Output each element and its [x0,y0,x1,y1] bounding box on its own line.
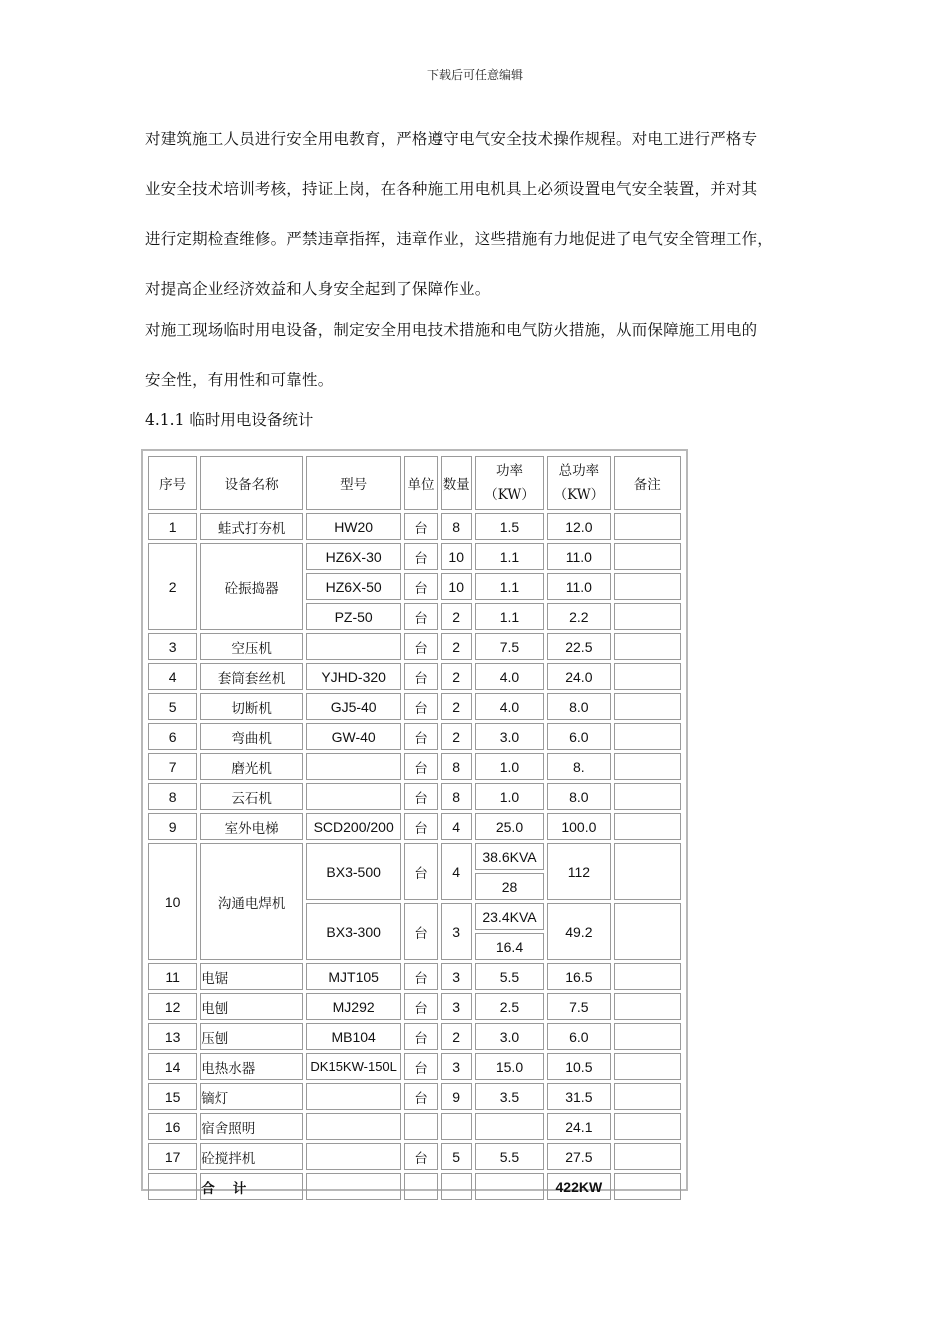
header-power-unit: （KW） [484,487,535,503]
cell-model: SCD200/200 [306,813,402,840]
header-total-power [547,456,610,510]
cell-power: 4.0 [475,663,544,690]
cell-unit: 台 [404,783,437,810]
cell-unit: 台 [404,903,437,960]
cell-total: 11.0 [547,543,610,570]
cell-qty: 4 [441,843,472,900]
cell-power: 4.0 [475,693,544,720]
table-header-row [148,456,681,510]
table-row [148,993,681,1020]
cell-name: 切断机 [200,693,303,720]
cell-total: 49.2 [547,903,610,960]
cell-name: 蛙式打夯机 [200,513,303,540]
cell-power: 1.1 [475,573,544,600]
cell-power [475,1113,544,1140]
table-row [148,843,681,870]
cell-model [306,1173,402,1200]
cell-model: HW20 [306,513,402,540]
cell-power: 1.5 [475,513,544,540]
table-row [148,633,681,660]
table-row [148,963,681,990]
cell-remark [614,1023,681,1050]
cell-name: 空压机 [200,633,303,660]
cell-unit: 台 [404,633,437,660]
cell-qty: 2 [441,693,472,720]
cell-power: 25.0 [475,813,544,840]
cell-name: 弯曲机 [200,723,303,750]
cell-remark [614,993,681,1020]
cell-power: 23.4KVA [475,903,544,930]
cell-qty: 2 [441,663,472,690]
cell-remark [614,963,681,990]
header-total-unit: （KW） [553,487,605,503]
cell-seq: 9 [148,813,197,840]
cell-remark [614,1083,681,1110]
total-label: 合计 [200,1173,303,1200]
cell-total: 24.1 [547,1113,610,1140]
cell-model: MJT105 [306,963,402,990]
cell-power: 5.5 [475,963,544,990]
cell-seq: 14 [148,1053,197,1080]
cell-name: 电热水器 [200,1053,303,1080]
header-seq: 序号 [148,456,197,510]
cell-model: GW-40 [306,723,402,750]
cell-seq: 3 [148,633,197,660]
cell-unit: 台 [404,573,437,600]
cell-qty: 2 [441,633,472,660]
cell-unit [404,1173,437,1200]
cell-name: 套筒套丝机 [200,663,303,690]
cell-qty: 2 [441,603,472,630]
cell-total: 8.0 [547,693,610,720]
cell-total: 112 [547,843,610,900]
cell-unit: 台 [404,1143,437,1170]
equipment-table-frame [141,449,688,1196]
cell-qty: 3 [441,993,472,1020]
cell-total: 31.5 [547,1083,610,1110]
cell-model [306,1083,402,1110]
cell-model: BX3-300 [306,903,402,960]
cell-seq: 10 [148,843,197,960]
cell-unit: 台 [404,963,437,990]
cell-seq [148,1173,197,1200]
cell-model [306,783,402,810]
cell-power [475,1173,544,1200]
cell-seq: 12 [148,993,197,1020]
cell-seq: 13 [148,1023,197,1050]
cell-total: 8. [547,753,610,780]
header-qty: 数量 [441,456,472,510]
table-row [148,693,681,720]
cell-model [306,1143,402,1170]
equipment-table [145,453,684,1203]
cell-seq: 4 [148,663,197,690]
table-row [148,1113,681,1140]
cell-unit: 台 [404,603,437,630]
paragraph-line: 对建筑施工人员进行安全用电教育，严格遵守电气安全技术操作规程。对电工进行严格专 [145,130,758,148]
cell-power: 3.0 [475,723,544,750]
cell-remark [614,843,681,900]
cell-power: 38.6KVA [475,843,544,870]
cell-total: 6.0 [547,723,610,750]
cell-model: HZ6X-50 [306,573,402,600]
cell-total: 16.5 [547,963,610,990]
cell-total: 11.0 [547,573,610,600]
cell-remark [614,903,681,960]
header-power [475,456,544,510]
table-row [148,813,681,840]
header-unit: 单位 [404,456,437,510]
cell-unit: 台 [404,993,437,1020]
cell-remark [614,783,681,810]
table-row [148,1143,681,1170]
cell-model: PZ-50 [306,603,402,630]
cell-name: 室外电梯 [200,813,303,840]
cell-total: 24.0 [547,663,610,690]
cell-total: 27.5 [547,1143,610,1170]
cell-total: 100.0 [547,813,610,840]
cell-unit: 台 [404,1053,437,1080]
cell-remark [614,633,681,660]
cell-remark [614,723,681,750]
cell-power: 1.1 [475,543,544,570]
cell-power: 3.0 [475,1023,544,1050]
paragraph-line: 对施工现场临时用电设备，制定安全用电技术措施和电气防火措施，从而保障施工用电的 [145,321,758,339]
cell-remark [614,1113,681,1140]
cell-unit: 台 [404,753,437,780]
cell-seq: 1 [148,513,197,540]
cell-model [306,753,402,780]
cell-model [306,1113,402,1140]
cell-total: 12.0 [547,513,610,540]
cell-seq: 5 [148,693,197,720]
cell-seq: 16 [148,1113,197,1140]
cell-model: MJ292 [306,993,402,1020]
cell-qty: 8 [441,753,472,780]
cell-qty: 3 [441,963,472,990]
paragraph-line: 对提高企业经济效益和人身安全起到了保障作业。 [145,280,491,298]
cell-name: 砼振捣器 [200,543,303,630]
cell-remark [614,1173,681,1200]
header-power-label: 功率 [495,463,523,479]
cell-power: 3.5 [475,1083,544,1110]
cell-model: DK15KW-150L [306,1053,402,1080]
cell-model: MB104 [306,1023,402,1050]
cell-power: 5.5 [475,1143,544,1170]
cell-name: 云石机 [200,783,303,810]
cell-power: 2.5 [475,993,544,1020]
paragraph-line: 安全性，有用性和可靠性。 [145,371,334,389]
table-row [148,1053,681,1080]
cell-power: 15.0 [475,1053,544,1080]
cell-remark [614,813,681,840]
table-total-row [148,1173,681,1200]
cell-model: HZ6X-30 [306,543,402,570]
cell-name: 宿舍照明 [200,1113,303,1140]
cell-remark [614,513,681,540]
cell-unit: 台 [404,813,437,840]
cell-seq: 15 [148,1083,197,1110]
cell-seq: 7 [148,753,197,780]
cell-power: 28 [475,873,544,900]
cell-qty: 10 [441,573,472,600]
cell-total: 8.0 [547,783,610,810]
table-row [148,753,681,780]
cell-remark [614,603,681,630]
cell-model [306,633,402,660]
cell-seq: 11 [148,963,197,990]
cell-qty: 8 [441,513,472,540]
table-row [148,1083,681,1110]
cell-unit: 台 [404,693,437,720]
cell-qty: 2 [441,1023,472,1050]
cell-qty [441,1173,472,1200]
cell-qty: 3 [441,1053,472,1080]
header-name: 设备名称 [200,456,303,510]
paragraph-line: 业安全技术培训考核，持证上岗，在各种施工用电机具上必须设置电气安全装置，并对其 [145,180,758,198]
section-title: 4.1.1 临时用电设备统计 [145,411,314,429]
cell-name: 磨光机 [200,753,303,780]
cell-total: 7.5 [547,993,610,1020]
cell-unit: 台 [404,723,437,750]
cell-remark [614,1053,681,1080]
cell-unit: 台 [404,1023,437,1050]
cell-name: 镝灯 [200,1083,303,1110]
cell-remark [614,1143,681,1170]
table-row [148,543,681,570]
header-model: 型号 [306,456,402,510]
header-total-label: 总功率 [558,463,600,479]
cell-total: 10.5 [547,1053,610,1080]
cell-unit: 台 [404,543,437,570]
cell-remark [614,663,681,690]
cell-remark [614,753,681,780]
cell-qty: 10 [441,543,472,570]
cell-power: 1.0 [475,753,544,780]
cell-power: 16.4 [475,933,544,960]
cell-seq: 17 [148,1143,197,1170]
table-row [148,783,681,810]
cell-seq: 8 [148,783,197,810]
cell-remark [614,543,681,570]
cell-qty: 8 [441,783,472,810]
cell-qty [441,1113,472,1140]
cell-power: 7.5 [475,633,544,660]
cell-total: 22.5 [547,633,610,660]
cell-name: 电刨 [200,993,303,1020]
table-row [148,1023,681,1050]
cell-qty: 3 [441,903,472,960]
cell-model: GJ5-40 [306,693,402,720]
cell-remark [614,573,681,600]
cell-unit [404,1113,437,1140]
cell-unit: 台 [404,513,437,540]
total-value: 422KW [547,1173,610,1200]
paragraph-line: 进行定期检查维修。严禁违章指挥，违章作业，这些措施有力地促进了电气安全管理工作， [145,230,774,248]
header-remark: 备注 [614,456,681,510]
cell-qty: 2 [441,723,472,750]
cell-power: 1.1 [475,603,544,630]
cell-power: 1.0 [475,783,544,810]
cell-name: 砼搅拌机 [200,1143,303,1170]
cell-qty: 4 [441,813,472,840]
cell-qty: 9 [441,1083,472,1110]
table-row [148,723,681,750]
cell-seq: 2 [148,543,197,630]
cell-model: BX3-500 [306,843,402,900]
cell-unit: 台 [404,843,437,900]
table-row [148,513,681,540]
cell-name: 压刨 [200,1023,303,1050]
cell-qty: 5 [441,1143,472,1170]
cell-model: YJHD-320 [306,663,402,690]
cell-total: 6.0 [547,1023,610,1050]
cell-remark [614,693,681,720]
table-row [148,663,681,690]
cell-name: 沟通电焊机 [200,843,303,960]
page-header: 下载后可任意编辑 [426,68,523,82]
cell-seq: 6 [148,723,197,750]
cell-total: 2.2 [547,603,610,630]
cell-unit: 台 [404,663,437,690]
cell-unit: 台 [404,1083,437,1110]
cell-name: 电锯 [200,963,303,990]
